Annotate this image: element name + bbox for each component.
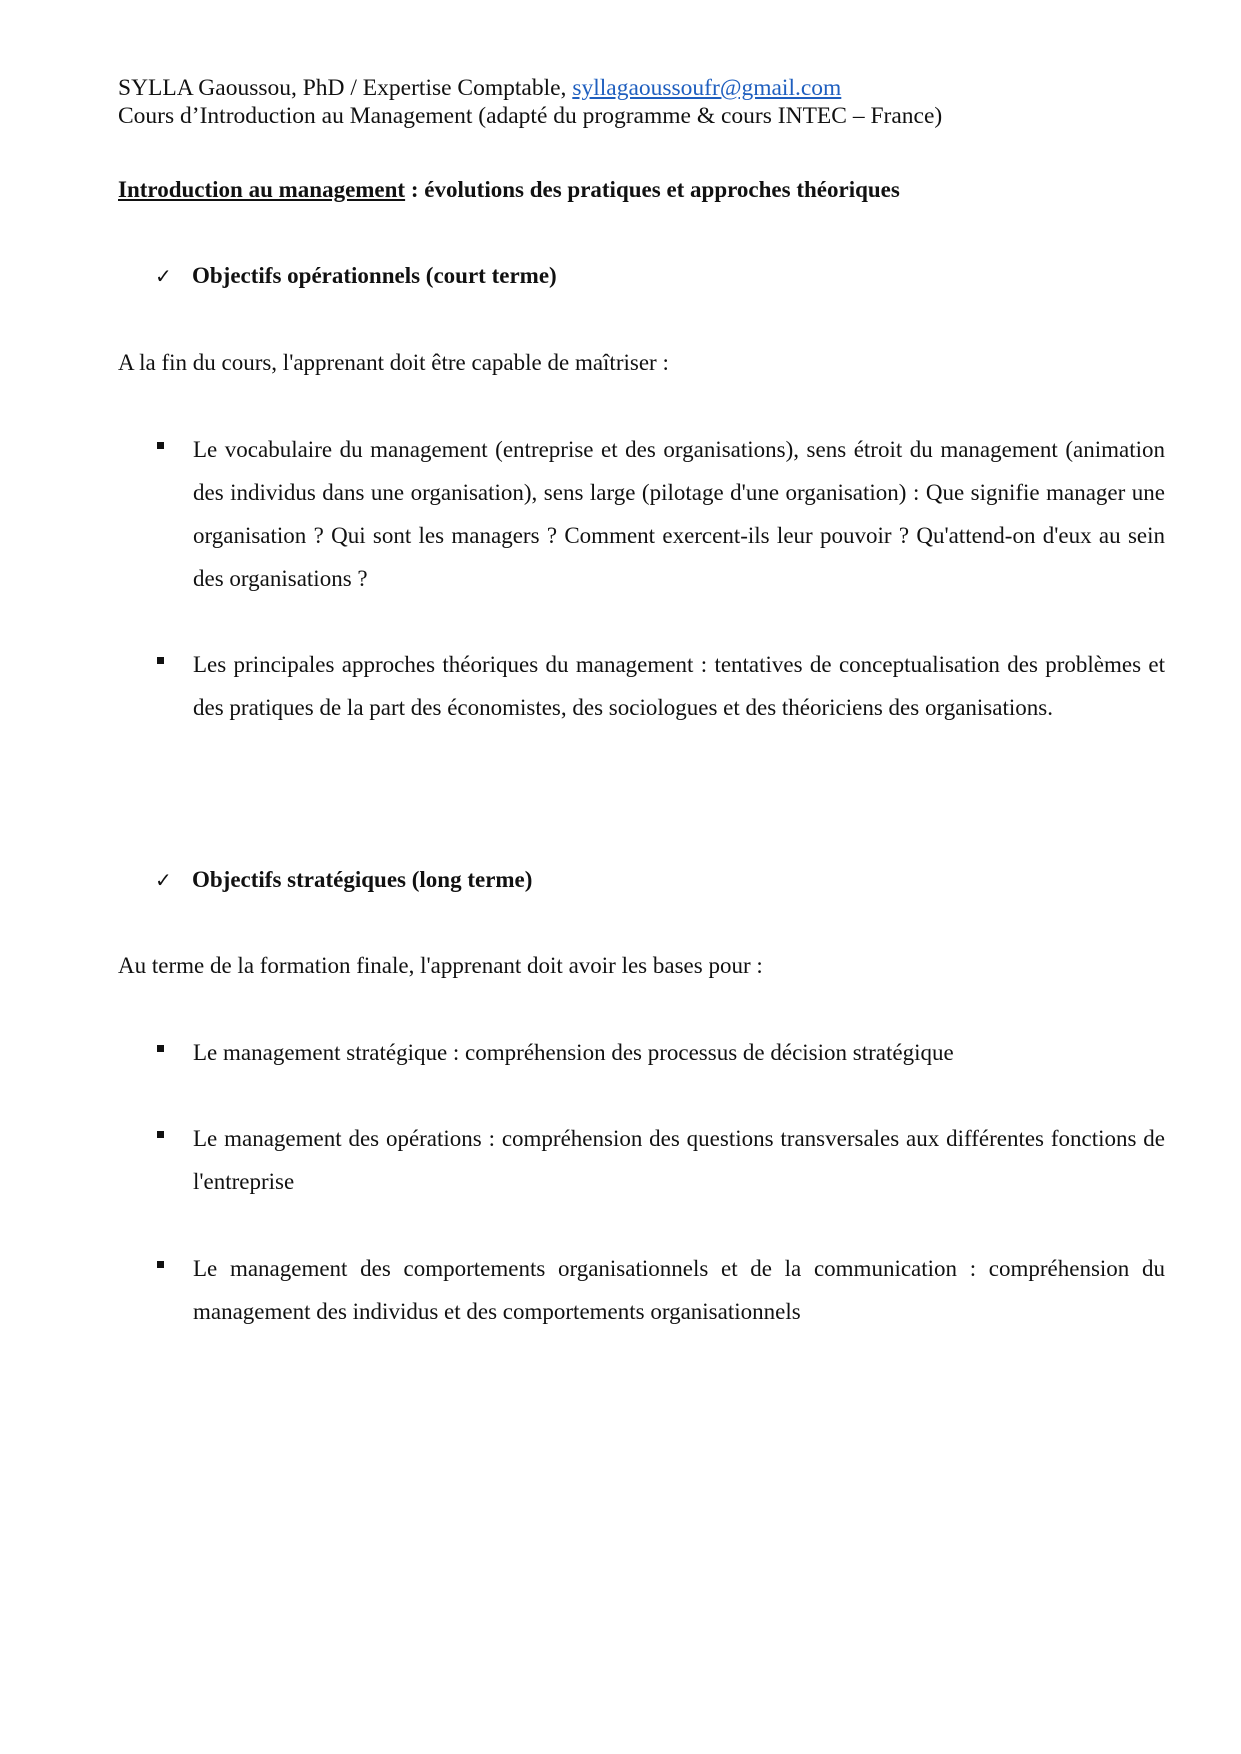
title-underlined: Introduction au management xyxy=(118,177,406,202)
list-item-text: Le vocabulaire du management (entreprise et des organisations), sens étroit du management (animation des individus dans une organisation), sens large (pilotage d'une organisation) : Que signifie manager une organisation ? Qui sont les managers ? Comment exercent-ils leur pouvoir ? Qu'attend-on d'eux au sein des organisations ? xyxy=(193,437,1165,591)
list-item xyxy=(155,428,1165,600)
list-item-text: Le management des comportements organisationnels et de la communication : compréhension du management des individus et des comportements organisationnels xyxy=(193,1256,1165,1324)
checkmark-icon: ✓ xyxy=(155,264,172,288)
list-item xyxy=(155,1031,1135,1074)
header-course-line: Cours d’Introduction au Management (adapté du programme & cours INTEC – France) xyxy=(118,103,943,129)
list-item xyxy=(155,1117,1165,1203)
title-rest: : évolutions des pratiques et approches théoriques xyxy=(405,177,900,202)
square-bullet-icon xyxy=(157,442,164,449)
list-item xyxy=(155,643,1165,729)
header-author-line xyxy=(118,74,841,102)
square-bullet-icon xyxy=(157,657,164,664)
section-heading-text: Objectifs opérationnels (court terme) xyxy=(192,263,557,288)
section-heading-strategic xyxy=(155,866,532,894)
list-item xyxy=(155,1247,1165,1333)
email-link[interactable]: syllagaoussoufr@gmail.com xyxy=(572,75,842,101)
section-heading-operational xyxy=(155,262,557,290)
square-bullet-icon xyxy=(157,1261,164,1268)
square-bullet-icon xyxy=(157,1045,164,1052)
list-item-text: Le management des opérations : compréhension des questions transversales aux différentes fonctions de l'entreprise xyxy=(193,1126,1165,1194)
section-heading-text: Objectifs stratégiques (long terme) xyxy=(192,867,533,892)
section-intro: A la fin du cours, l'apprenant doit être capable de maîtriser : xyxy=(118,350,669,375)
list-item-text: Les principales approches théoriques du management : tentatives de conceptualisation des problèmes et des pratiques de la part des économistes, des sociologues et des théoriciens des organisations. xyxy=(193,652,1165,720)
section-intro: Au terme de la formation finale, l'apprenant doit avoir les bases pour : xyxy=(118,953,763,978)
checkmark-icon: ✓ xyxy=(155,868,172,892)
square-bullet-icon xyxy=(157,1131,164,1138)
list-item-text: Le management stratégique : compréhension des processus de décision stratégique xyxy=(193,1040,954,1065)
document-title xyxy=(118,176,900,204)
author-text: SYLLA Gaoussou, PhD / Expertise Comptable, xyxy=(118,75,573,101)
